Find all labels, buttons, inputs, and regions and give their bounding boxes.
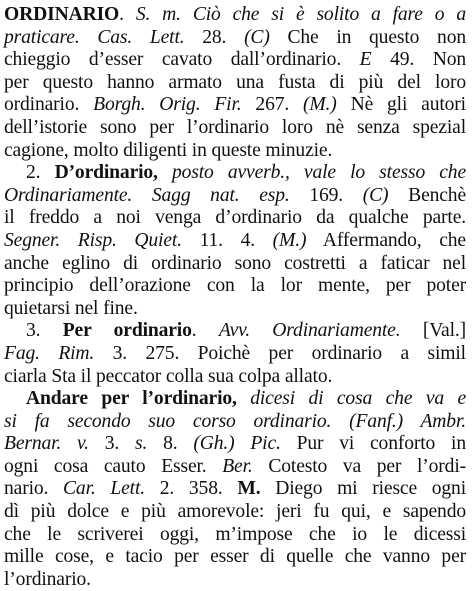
dictionary-entry-text (4, 4, 466, 591)
headword: ORDINARIO (4, 4, 120, 25)
subentry-heading: Per ordinario (62, 320, 192, 342)
subentry-heading: Andare per l’ordinario, (26, 388, 237, 410)
text-line: ciarla Sta il peccator colla sua colpa allato. (4, 365, 333, 387)
text-line: ORDINARIO. S. m. Ciò che si è solito a fare o a (4, 4, 467, 25)
text-line: 2. D’ordinario, posto avverb., vale lo stesso che (26, 162, 466, 184)
text-line: 3. Per ordinario. Avv. Ordinariamente. [Val.] (26, 320, 466, 342)
text-line: mille cose, e tacio per esser di quelle che vanno per (4, 546, 466, 568)
text-line: Bernar. v. 3. s. 8. (Gh.) Pic. Pur vi conforto in (4, 433, 466, 455)
text-line: Fag. Rim. 3. 275. Poichè per ordinario a simil (4, 342, 466, 364)
text-line: l’ordinario. (4, 568, 91, 590)
text-line: ordinario. Borgh. Orig. Fir. 267. (M.) Nè gli autori (4, 94, 466, 116)
text-line: praticare. Cas. Lett. 28. (C) Che in questo non (4, 26, 466, 48)
text-line: si fa secondo suo corso ordinario. (Fanf.) Ambr. (4, 410, 466, 432)
text-line: chieggio d’esser cavato dall’ordinario. E 49. Non (4, 49, 466, 71)
text-line: Ordinariamente. Sagg nat. esp. 169. (C) Benchè (4, 184, 466, 206)
subentry-heading: D’ordinario, (54, 162, 158, 184)
text-line: dì più dolce e più amorevole: jeri fu qui, e sapendo (4, 501, 466, 523)
text-line: nario. Car. Lett. 2. 358. M. Diego mi riesce ogni (4, 478, 466, 500)
text-line: Segner. Risp. Quiet. 11. 4. (M.) Affermando, che (4, 229, 466, 251)
text-line: dell’istorie sono per l’ordinario loro nè senza spezial (4, 116, 466, 138)
text-line: che le scriverei oggi, m’impose che io le dicessi (4, 523, 466, 545)
text-line: ogni cosa cauto Esser. Ber. Cotesto va per l’ordi- (4, 455, 466, 477)
text-line: per questo hanno armato una fusta di più del loro (4, 71, 466, 93)
text-line: anche eglino di ordinario sono costretti a faticar nel (4, 252, 466, 274)
text-line: principio dell’orazione con la lor mente, per poter (4, 275, 466, 297)
text-line: il freddo a noi venga d’ordinario da qualche parte. (4, 207, 466, 229)
text-line: quietarsi nel fine. (4, 297, 138, 319)
text-line: Andare per l’ordinario, dicesi di cosa che va e (26, 388, 466, 410)
text-line: cagione, molto diligenti in queste minuzie. (4, 139, 333, 161)
